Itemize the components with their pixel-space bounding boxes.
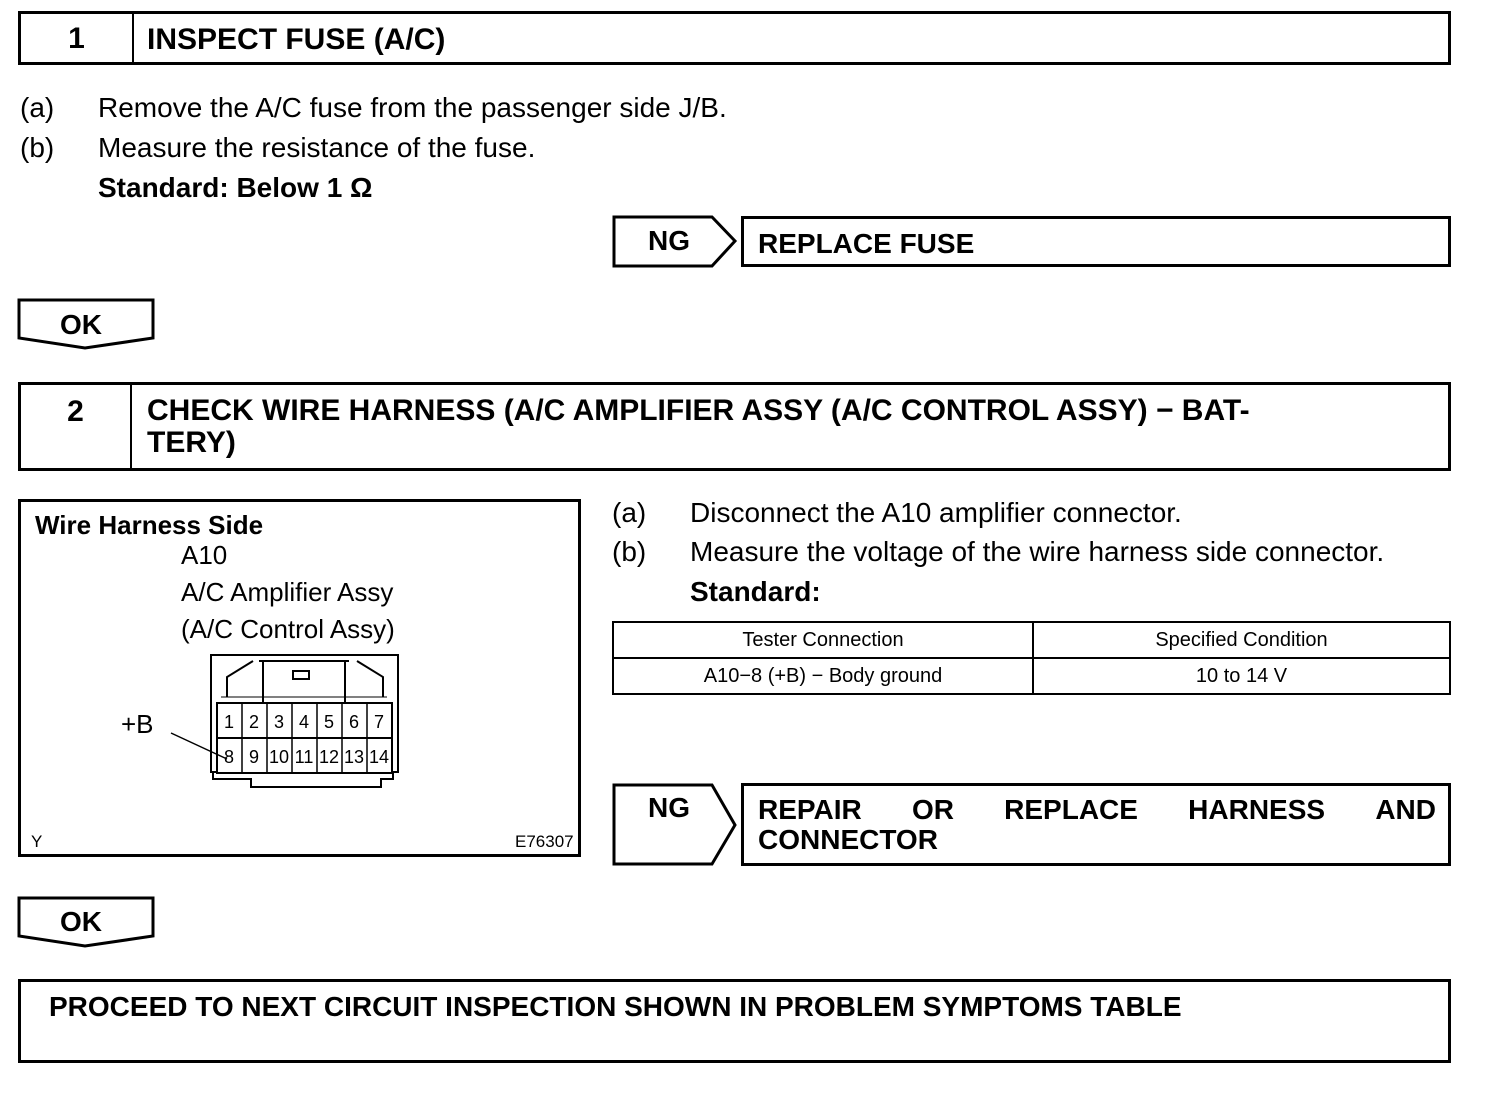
pin-13: 13 xyxy=(343,747,365,767)
item-text: Disconnect the A10 amplifier connector. xyxy=(690,497,1182,528)
step2-standard: Standard: xyxy=(690,576,821,607)
spec-table xyxy=(612,621,1451,695)
step1-title: INSPECT FUSE (A/C) xyxy=(147,23,446,56)
item-text: Remove the A/C fuse from the passenger side J/B. xyxy=(98,92,727,123)
ng-word: OR xyxy=(911,794,954,825)
step2-title-line1: CHECK WIRE HARNESS (A/C AMPLIFIER ASSY (A/C CONTROL ASSY) − BAT- xyxy=(147,394,1250,427)
step1-number: 1 xyxy=(21,14,134,62)
step1-ng-action xyxy=(741,216,1451,267)
pin-12: 12 xyxy=(318,747,340,767)
table-header: Tester Connection xyxy=(613,622,1033,658)
step2-number: 2 xyxy=(21,385,132,468)
step2-title-line2: TERY) xyxy=(147,426,236,459)
diagram-code: E76307 xyxy=(515,832,574,851)
pin-14: 14 xyxy=(368,747,390,767)
pin-11: 11 xyxy=(294,747,314,767)
item-label: (a) xyxy=(612,497,647,528)
final-instruction xyxy=(18,979,1451,1063)
connector-drawing xyxy=(161,647,421,792)
pin-1: 1 xyxy=(223,712,235,732)
step1-ng-action-text: REPLACE FUSE xyxy=(758,228,975,259)
table-cell: A10−8 (+B) − Body ground xyxy=(613,658,1033,694)
diagram-corner-left: Y xyxy=(31,832,43,851)
ng-word: HARNESS xyxy=(1188,794,1326,825)
table-row xyxy=(613,658,1450,694)
connector-code: A10 xyxy=(181,540,228,570)
step2-ng-tag: NG xyxy=(648,792,690,823)
ng-word: AND xyxy=(1375,794,1436,825)
step1-ok-label: OK xyxy=(60,309,102,340)
pin-9: 9 xyxy=(248,747,260,767)
connector-diagram xyxy=(18,499,581,857)
item-label: (a) xyxy=(20,92,55,123)
part-name-line1: A/C Amplifier Assy xyxy=(181,577,394,607)
pin-8: 8 xyxy=(223,747,235,767)
pin-3: 3 xyxy=(273,712,285,732)
pin-4: 4 xyxy=(298,712,310,732)
part-name-line2: (A/C Control Assy) xyxy=(181,614,395,644)
item-label: (b) xyxy=(612,536,647,567)
final-instruction-text: PROCEED TO NEXT CIRCUIT INSPECTION SHOWN IN PROBLEM SYMPTOMS TABLE xyxy=(49,991,1182,1022)
step2-ng-action-line2: CONNECTOR xyxy=(758,824,938,855)
step2-header xyxy=(18,382,1451,471)
table-cell: 10 to 14 V xyxy=(1033,658,1450,694)
terminal-label: +B xyxy=(121,709,154,739)
pin-7: 7 xyxy=(373,712,385,732)
item-text: Measure the voltage of the wire harness side connector. xyxy=(690,536,1385,567)
step1-header xyxy=(18,11,1451,65)
item-label: (b) xyxy=(20,132,55,163)
pin-2: 2 xyxy=(248,712,260,732)
step2-ok-label: OK xyxy=(60,906,102,937)
step1-ng-tag: NG xyxy=(648,225,690,256)
step1-standard: Standard: Below 1 Ω xyxy=(98,172,373,203)
ng-word: REPAIR xyxy=(758,794,862,825)
pin-6: 6 xyxy=(348,712,360,732)
item-text: Measure the resistance of the fuse. xyxy=(98,132,536,163)
ng-word: REPLACE xyxy=(1004,794,1138,825)
pin-5: 5 xyxy=(323,712,335,732)
step2-ng-action xyxy=(741,783,1451,866)
table-header-row xyxy=(613,622,1450,658)
pin-10: 10 xyxy=(268,747,290,767)
table-header: Specified Condition xyxy=(1033,622,1450,658)
step2-ng-action-line1 xyxy=(758,794,1436,826)
diagram-heading: Wire Harness Side xyxy=(35,510,264,540)
